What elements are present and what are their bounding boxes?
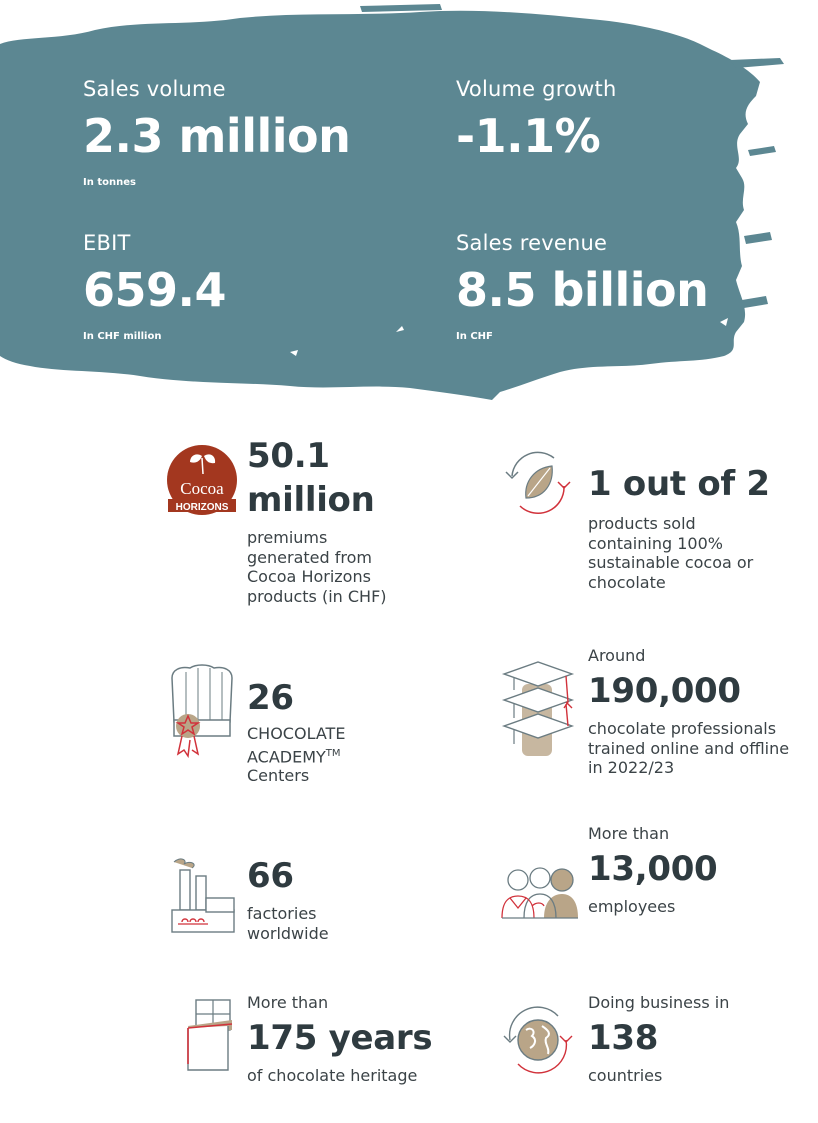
chef-hat-icon [164, 664, 240, 758]
stat-description [588, 514, 770, 592]
desc-line: in 2022/23 [588, 758, 675, 777]
kpi-value: 659.4 [83, 263, 227, 317]
desc-line: generated from [247, 547, 372, 567]
desc-line: products sold [588, 514, 696, 533]
desc-line: chocolate professionals [588, 719, 777, 738]
desc-line: employees [588, 897, 676, 916]
kpi-volume-growth [456, 77, 616, 163]
stat-value: million [247, 480, 375, 520]
desc-line: sustainable cocoa or [588, 553, 754, 572]
desc-line: chocolate [588, 572, 666, 592]
stat-prefix: More than [588, 824, 670, 843]
chocolate-bar-icon [184, 998, 238, 1074]
kpi-label: Volume growth [456, 77, 617, 101]
desc-line: CHOCOLATE [247, 724, 346, 743]
stat-description [247, 1066, 432, 1086]
kpi-label: EBIT [83, 231, 131, 255]
desc-line: countries [588, 1066, 663, 1085]
kpi-value: 8.5 billion [456, 263, 709, 317]
desc-line: trained online and offline [588, 738, 790, 758]
desc-line: containing 100% [588, 533, 723, 553]
globe-icon [496, 1000, 580, 1080]
stat-heritage [247, 993, 432, 1086]
stat-description [247, 528, 387, 606]
kpi-ebit [83, 231, 226, 342]
stat-description [588, 897, 717, 917]
stat-value: 138 [588, 1018, 659, 1058]
stat-employees [588, 824, 717, 917]
desc-line: Cocoa Horizons [247, 567, 371, 586]
stat-prefix: Doing business in [588, 993, 730, 1012]
logo-text-horizons: HORIZONS [175, 502, 229, 513]
stat-academy [247, 676, 345, 786]
kpi-value: 2.3 million [83, 109, 351, 163]
stat-value: 190,000 [588, 671, 741, 711]
stat-value: 50.1 [247, 436, 330, 476]
leaf-cycle-icon [496, 446, 580, 518]
desc-line: worldwide [247, 923, 329, 943]
kpi-sales-revenue [456, 231, 708, 342]
stat-value: 13,000 [588, 849, 718, 889]
desc-line [247, 744, 345, 767]
stat-factories [247, 854, 329, 943]
stat-countries [588, 993, 729, 1086]
graduation-cap-stack-icon [500, 660, 580, 760]
stat-professionals [588, 646, 789, 778]
stat-description [588, 719, 789, 778]
kpi-unit: In CHF million [83, 331, 162, 342]
cocoa-horizons-logo [166, 444, 238, 516]
brush-stroke-panel [0, 0, 818, 410]
stat-cocoa-horizons [247, 434, 387, 606]
kpi-value: -1.1% [456, 109, 601, 163]
desc-line: of chocolate heritage [247, 1066, 418, 1085]
stat-value: 26 [247, 678, 294, 718]
stat-description [588, 1066, 729, 1086]
stat-sustainable [588, 462, 770, 592]
stat-value: 66 [247, 856, 294, 896]
kpi-label: Sales revenue [456, 231, 608, 255]
desc-line: premiums [247, 528, 328, 547]
desc-line: Centers [247, 766, 310, 786]
kpi-unit: In CHF [456, 331, 493, 342]
desc-line: products (in CHF) [247, 586, 387, 606]
desc-line: factories [247, 904, 317, 923]
people-icon [500, 858, 580, 920]
kpi-label: Sales volume [83, 77, 226, 101]
stat-description [247, 724, 345, 786]
kpi-sales-volume [83, 77, 350, 188]
trademark-superscript: TM [325, 747, 341, 759]
logo-text-cocoa: Cocoa [180, 479, 224, 498]
stat-prefix: More than [247, 993, 329, 1012]
stat-value: 1 out of 2 [588, 464, 770, 504]
stat-description [247, 904, 329, 943]
factory-icon [168, 856, 238, 936]
desc-text: ACADEMY [247, 746, 326, 766]
stat-prefix: Around [588, 646, 646, 665]
stat-value: 175 years [247, 1018, 433, 1058]
kpi-unit: In tonnes [83, 177, 136, 188]
